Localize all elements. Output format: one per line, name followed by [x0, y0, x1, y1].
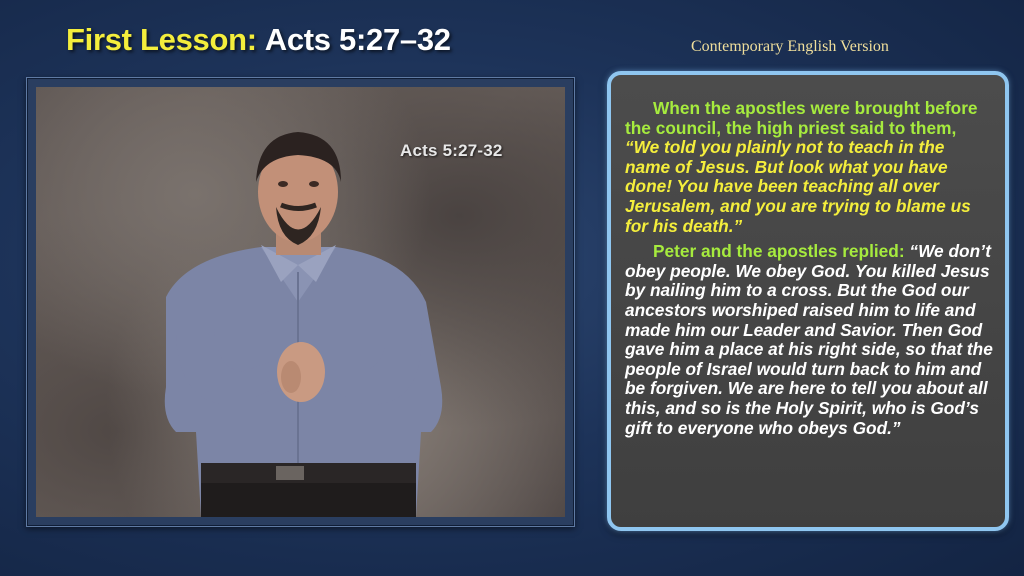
apostles-quote: “We don’t obey people. We obey God. You killed Jesus by nailing him to a cross. But the God our ancestors worshiped raised him to life and made him our Leader and Savior. Then God gave him a place at his right side, so that the people of Israel would turn back to him and be forgiven. We are here to tell you about all this, and so is the Holy Spirit, who is God’s gift to everyone who obeys God.” [625, 241, 993, 438]
video-caption: Acts 5:27-32 [400, 141, 503, 160]
high-priest-quote: “We told you plainly not to teach in the name of Jesus. But look what you have done! You have been teaching all over Jerusalem, and you are trying to blame us for his death.” [625, 137, 971, 236]
verse-paragraph [625, 99, 993, 236]
lesson-label: First Lesson: [66, 22, 257, 57]
slide-title [66, 22, 451, 58]
video-frame [26, 77, 575, 527]
narration-text: When the apostles were brought before the council, the high priest said to them, [625, 98, 978, 138]
scripture-text-panel [607, 71, 1009, 531]
sign-language-video[interactable] [36, 87, 565, 517]
narration-text: Peter and the apostles replied: [653, 241, 905, 262]
scripture-reference: Acts 5:27–32 [264, 22, 451, 57]
bible-version: Contemporary English Version [691, 38, 889, 55]
verse-paragraph [625, 242, 993, 438]
